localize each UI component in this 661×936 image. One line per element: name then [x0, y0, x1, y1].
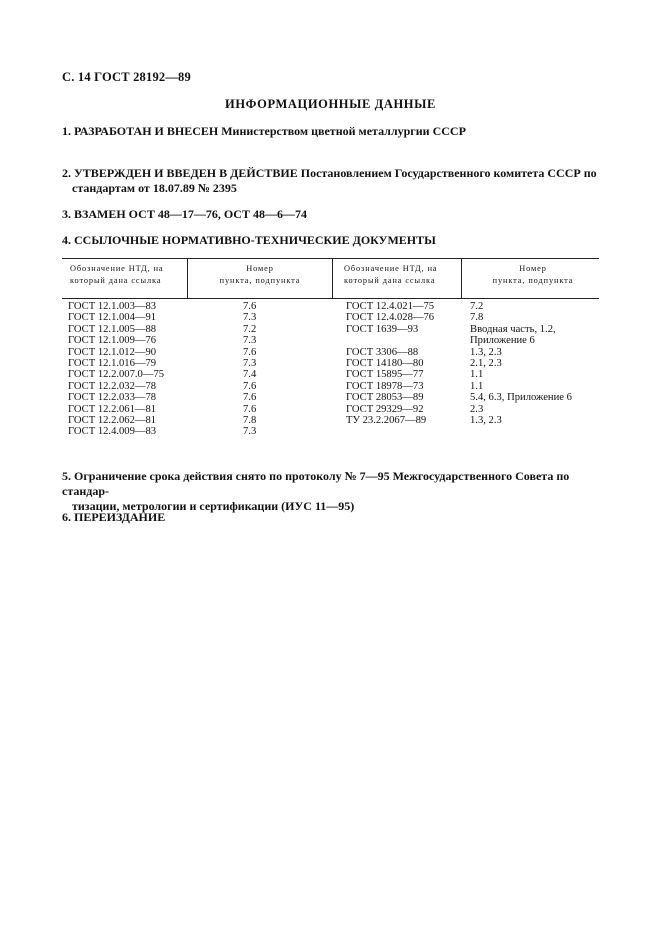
- table-cell: 7.6: [243, 403, 257, 415]
- table-cell: 7.2: [470, 301, 484, 312]
- table-cell: Приложение 6: [470, 335, 535, 347]
- item-5: [62, 469, 602, 514]
- table-cell: ГОСТ 18978—73: [346, 380, 424, 392]
- table-cell: ГОСТ 12.1.009—76: [68, 335, 157, 347]
- header-right-ntd: Обозначение НТД, на который дана ссылка: [344, 264, 438, 285]
- table-cell: ГОСТ 12.4.021—75: [346, 301, 435, 312]
- table-cell: ГОСТ 14180—80: [346, 357, 424, 369]
- page-header: С. 14 ГОСТ 28192—89: [62, 70, 191, 84]
- item-3: 3. ВЗАМЕН ОСТ 48—17—76, ОСТ 48—6—74: [62, 207, 307, 221]
- table-column-divider-2: [332, 259, 333, 298]
- item-1: 1. РАЗРАБОТАН И ВНЕСЕН Министерством цветной металлургии СССР: [62, 124, 466, 138]
- table-cell: 1.1: [470, 369, 484, 381]
- table-cell: 7.6: [243, 301, 257, 312]
- item-5-line-2: тизации, метрологии и сертификации (ИУС 11—95): [72, 499, 355, 513]
- table-cell: ГОСТ 28053—89: [346, 392, 424, 404]
- table-cell: ГОСТ 15895—77: [346, 369, 424, 381]
- table-cell: 2.1, 2.3: [470, 357, 502, 369]
- right-doc-column: [346, 301, 434, 426]
- table-cell: ТУ 23.2.2067—89: [346, 414, 427, 426]
- table-cell: ГОСТ 29329—92: [346, 403, 424, 415]
- table-cell: 7.3: [243, 335, 257, 347]
- item-5-line-1: 5. Ограничение срока действия снято по протоколу № 7—95 Межгосударственного Совета по стандар-: [62, 469, 570, 498]
- table-cell: 1.3, 2.3: [470, 414, 502, 426]
- table-cell: 7.6: [243, 346, 257, 358]
- item-4: 4. ССЫЛОЧНЫЕ НОРМАТИВНО-ТЕХНИЧЕСКИЕ ДОКУМЕНТЫ: [62, 233, 436, 247]
- table-top-rule: [62, 258, 599, 259]
- table-cell: [346, 335, 434, 346]
- table-cell: 1.1: [470, 380, 484, 392]
- table-cell: ГОСТ 12.1.004—91: [68, 312, 157, 324]
- table-cell: 7.3: [243, 426, 257, 438]
- item-2-line-2: стандартам от 18.07.89 № 2395: [72, 181, 237, 195]
- table-cell: ГОСТ 12.1.005—88: [68, 323, 157, 335]
- table-column-divider-3: [461, 259, 462, 298]
- header-left-number: Номер пункта, подпункта: [219, 264, 301, 285]
- section-title: ИНФОРМАЦИОННЫЕ ДАННЫЕ: [225, 97, 436, 111]
- table-cell: ГОСТ 12.2.062—81: [68, 414, 157, 426]
- table-cell: ГОСТ 12.2.033—78: [68, 392, 157, 404]
- table-cell: 7.8: [470, 312, 484, 324]
- table-cell: ГОСТ 1639—93: [346, 323, 419, 335]
- table-cell: 7.6: [243, 380, 257, 392]
- table-header-rule: [62, 298, 599, 299]
- table-cell: ГОСТ 12.1.012—90: [68, 346, 157, 358]
- table-cell: 2.3: [470, 403, 484, 415]
- left-point-column: [243, 301, 256, 438]
- table-cell: 1.3, 2.3: [470, 346, 502, 358]
- item-2: [62, 166, 602, 196]
- table-cell: ГОСТ 3306—88: [346, 346, 419, 358]
- table-cell: 7.8: [243, 414, 257, 426]
- header-left-ntd: Обозначение НТД, на который дана ссылка: [70, 264, 164, 285]
- right-point-column: [470, 301, 572, 426]
- table-cell: ГОСТ 12.4.028—76: [346, 312, 435, 324]
- table-column-divider-1: [187, 259, 188, 298]
- table-cell: 5.4, 6.3, Приложение 6: [470, 392, 572, 404]
- table-cell: 7.3: [243, 312, 257, 324]
- table-cell: ГОСТ 12.2.032—78: [68, 380, 157, 392]
- table-cell: 7.4: [243, 369, 257, 381]
- table-cell: 7.6: [243, 392, 257, 404]
- table-cell: Вводная часть, 1.2,: [470, 323, 556, 335]
- item-2-line-1: 2. УТВЕРЖДЕН И ВВЕДЕН В ДЕЙСТВИЕ Постановлением Государственного комитета СССР по: [62, 166, 597, 180]
- item-6: 6. ПЕРЕИЗДАНИЕ: [62, 510, 166, 524]
- table-cell: ГОСТ 12.1.003—83: [68, 301, 157, 312]
- table-cell: ГОСТ 12.4.009—83: [68, 426, 157, 438]
- table-cell: ГОСТ 12.2.061—81: [68, 403, 157, 415]
- table-cell: 7.2: [243, 323, 257, 335]
- table-cell: ГОСТ 12.2.007.0—75: [68, 369, 165, 381]
- table-cell: ГОСТ 12.1.016—79: [68, 357, 157, 369]
- left-doc-column: [68, 301, 164, 438]
- table-cell: 7.3: [243, 357, 257, 369]
- header-right-number: Номер пункта, подпункта: [492, 264, 574, 285]
